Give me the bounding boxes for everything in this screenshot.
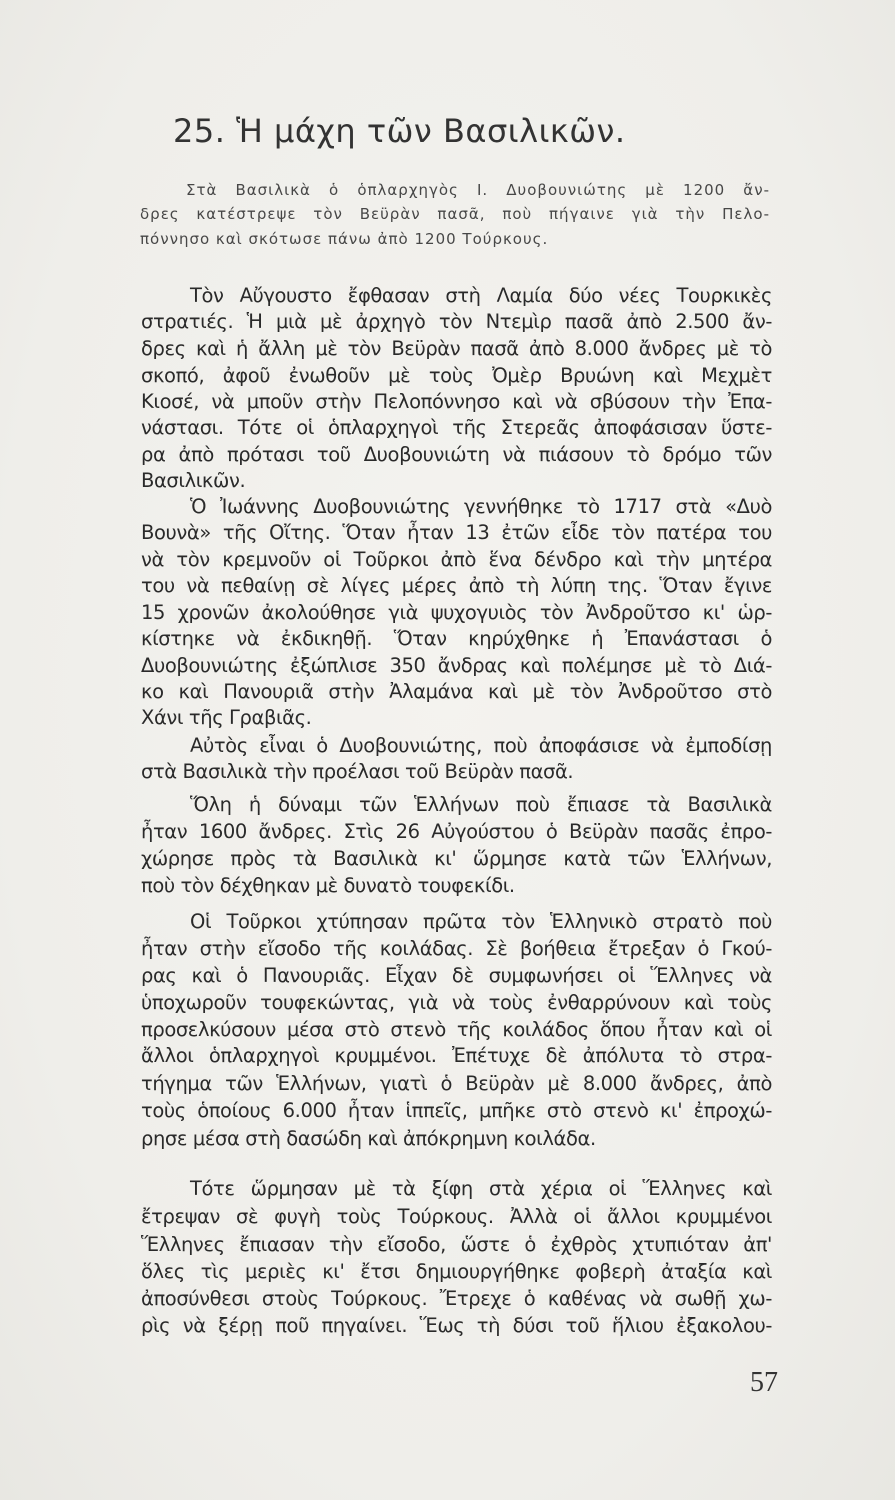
paragraph-line: κίστηκε νὰ ἐκδικηθῇ. Ὅταν κηρύχθηκε ἡ Ἐπανάστασι ὁ xyxy=(141,627,772,650)
paragraph-line: Τὸν Αὔγουστο ἔφθασαν στὴ Λαμία δύο νέες Τουρκικὲς xyxy=(190,284,772,307)
paragraph-line: ρὶς νὰ ξέρῃ ποῦ πηγαίνει. Ἕως τὴ δύσι τοῦ ἥλιου ἐξακολου- xyxy=(141,1314,772,1337)
paragraph-line: ρας καὶ ὁ Πανουριᾶς. Εἶχαν δὲ συμφωνήσει οἱ Ἕλληνες νὰ xyxy=(141,964,772,987)
paragraph-line: Χάνι τῆς Γραβιᾶς. xyxy=(141,706,312,729)
paragraph-line: ἄλλοι ὁπλαρχηγοὶ κρυμμένοι. Ἐπέτυχε δὲ ἀπόλυτα τὸ στρα- xyxy=(141,1044,772,1067)
summary-line: Στὰ Βασιλικὰ ὁ ὁπλαρχηγὸς Ι. Δυοβουνιώτης μὲ 1200 ἄν- xyxy=(186,181,770,199)
paragraph-line: Κιοσέ, νὰ μποῦν στὴν Πελοπόννησο καὶ νὰ σβύσουν τὴν Ἐπα- xyxy=(141,390,772,413)
paragraph-line: 15 χρονῶν ἀκολούθησε γιὰ ψυχογυιὸς τὸν Ἀνδροῦτσο κι' ὡρ- xyxy=(141,601,772,624)
paragraph-line: Ὁ Ἰωάννης Δυοβουνιώτης γεννήθηκε τὸ 1717 στὰ «Δυὸ xyxy=(190,495,772,518)
chapter-title: 25. Ἡ μάχη τῶν Βασιλικῶν. xyxy=(173,112,626,150)
paragraph-line: χώρησε πρὸς τὰ Βασιλικὰ κι' ὥρμησε κατὰ τῶν Ἑλλήνων, xyxy=(141,847,772,870)
paragraph-line: ἔτρεψαν σὲ φυγὴ τοὺς Τούρκους. Ἀλλὰ οἱ ἄλλοι κρυμμένοι xyxy=(141,1205,772,1228)
paragraph-line: ποὺ τὸν δέχθηκαν μὲ δυνατὸ τουφεκίδι. xyxy=(141,874,515,897)
paragraph-line: προσελκύσουν μέσα στὸ στενὸ τῆς κοιλάδος ὅπου ἦταν καὶ οἱ xyxy=(141,1018,772,1041)
paragraph-line: ὑποχωροῦν τουφεκώντας, γιὰ νὰ τοὺς ἐνθαρρύνουν καὶ τοὺς xyxy=(141,991,772,1014)
paragraph-line: Βουνὰ» τῆς Οἴτης. Ὅταν ἦταν 13 ἐτῶν εἶδε τὸν πατέρα του xyxy=(141,521,772,544)
summary-line: πόννησο καὶ σκότωσε πάνω ἀπὸ 1200 Τούρκους. xyxy=(140,230,549,248)
paragraph-line: νάστασι. Τότε οἱ ὁπλαρχηγοὶ τῆς Στερεᾶς ἀποφάσισαν ὕστε- xyxy=(141,416,772,439)
paragraph-line: δρες καὶ ἡ ἄλλη μὲ τὸν Βεϋρὰν πασᾶ ἀπὸ 8.000 ἄνδρες μὲ τὸ xyxy=(141,337,772,360)
paragraph-line: ὅλες τὶς μεριὲς κι' ἔτσι δημιουργήθηκε φοβερὴ ἀταξία καὶ xyxy=(141,1260,772,1283)
paragraph-line: τήγημα τῶν Ἑλλήνων, γιατὶ ὁ Βεϋρὰν μὲ 8.000 ἄνδρες, ἀπὸ xyxy=(141,1072,772,1095)
paragraph-line: κο καὶ Πανουριᾶ στὴν Ἀλαμάνα καὶ μὲ τὸν Ἀνδροῦτσο στὸ xyxy=(141,680,772,703)
paragraph-line: ἦταν 1600 ἄνδρες. Στὶς 26 Αὐγούστου ὁ Βεϋρὰν πασᾶς ἐπρο- xyxy=(141,820,772,843)
paragraph-line: Ἕλληνες ἔπιασαν τὴν εἴσοδο, ὥστε ὁ ἐχθρὸς χτυπιόταν ἀπ' xyxy=(141,1233,772,1256)
paragraph-line: ἦταν στὴν εἴσοδο τῆς κοιλάδας. Σὲ βοήθεια ἔτρεξαν ὁ Γκού- xyxy=(141,937,772,960)
paragraph-line: Δυοβουνιώτης ἐξώπλισε 350 ἄνδρας καὶ πολέμησε μὲ τὸ Διά- xyxy=(141,654,772,677)
paragraph-line: τοὺς ὁποίους 6.000 ἦταν ἱππεῖς, μπῆκε στὸ στενὸ κι' ἐπροχώ- xyxy=(141,1099,772,1122)
paragraph-line: Οἱ Τοῦρκοι χτύπησαν πρῶτα τὸν Ἑλληνικὸ στρατὸ ποὺ xyxy=(190,910,772,933)
paragraph-line: ρα ἀπὸ πρότασι τοῦ Δυοβουνιώτη νὰ πιάσουν τὸ δρόμο τῶν xyxy=(141,443,772,466)
paragraph-line: σκοπό, ἀφοῦ ἐνωθοῦν μὲ τοὺς Ὀμὲρ Βρυώνη καὶ Μεχμὲτ xyxy=(141,364,772,387)
paragraph-line: ἀποσύνθεσι στοὺς Τούρκους. Ἔτρεχε ὁ καθένας νὰ σωθῇ χω- xyxy=(141,1287,772,1310)
summary-line: δρες κατέστρεψε τὸν Βεϋρὰν πασᾶ, ποὺ πήγαινε γιὰ τὴν Πελο- xyxy=(140,205,770,223)
paragraph-line: στρατιές. Ἡ μιὰ μὲ ἀρχηγὸ τὸν Ντεμὶρ πασᾶ ἀπὸ 2.500 ἄν- xyxy=(141,310,772,333)
paragraph-line: του νὰ πεθαίνῃ σὲ λίγες μέρες ἀπὸ τὴ λύπη της. Ὅταν ἔγινε xyxy=(141,574,772,597)
paragraph-line: Ὅλη ἡ δύναμι τῶν Ἑλλήνων ποὺ ἔπιασε τὰ Βασιλικὰ xyxy=(190,793,772,816)
page-number: 57 xyxy=(750,1367,778,1398)
paragraph-line: Βασιλικῶν. xyxy=(141,469,246,492)
paragraph-line: Αὐτὸς εἶναι ὁ Δυοβουνιώτης, ποὺ ἀποφάσισε νὰ ἐμποδίσῃ xyxy=(190,734,772,757)
paragraph-line: νὰ τὸν κρεμνοῦν οἱ Τοῦρκοι ἀπὸ ἕνα δένδρο καὶ τὴν μητέρα xyxy=(141,548,772,571)
paragraph-line: ρησε μέσα στὴ δασώδη καὶ ἀπόκρημνη κοιλάδα. xyxy=(141,1127,596,1150)
paragraph-line: Τότε ὥρμησαν μὲ τὰ ξίφη στὰ χέρια οἱ Ἕλληνες καὶ xyxy=(190,1177,772,1200)
paragraph-line: στὰ Βασιλικὰ τὴν προέλασι τοῦ Βεϋρὰν πασᾶ. xyxy=(141,760,574,783)
